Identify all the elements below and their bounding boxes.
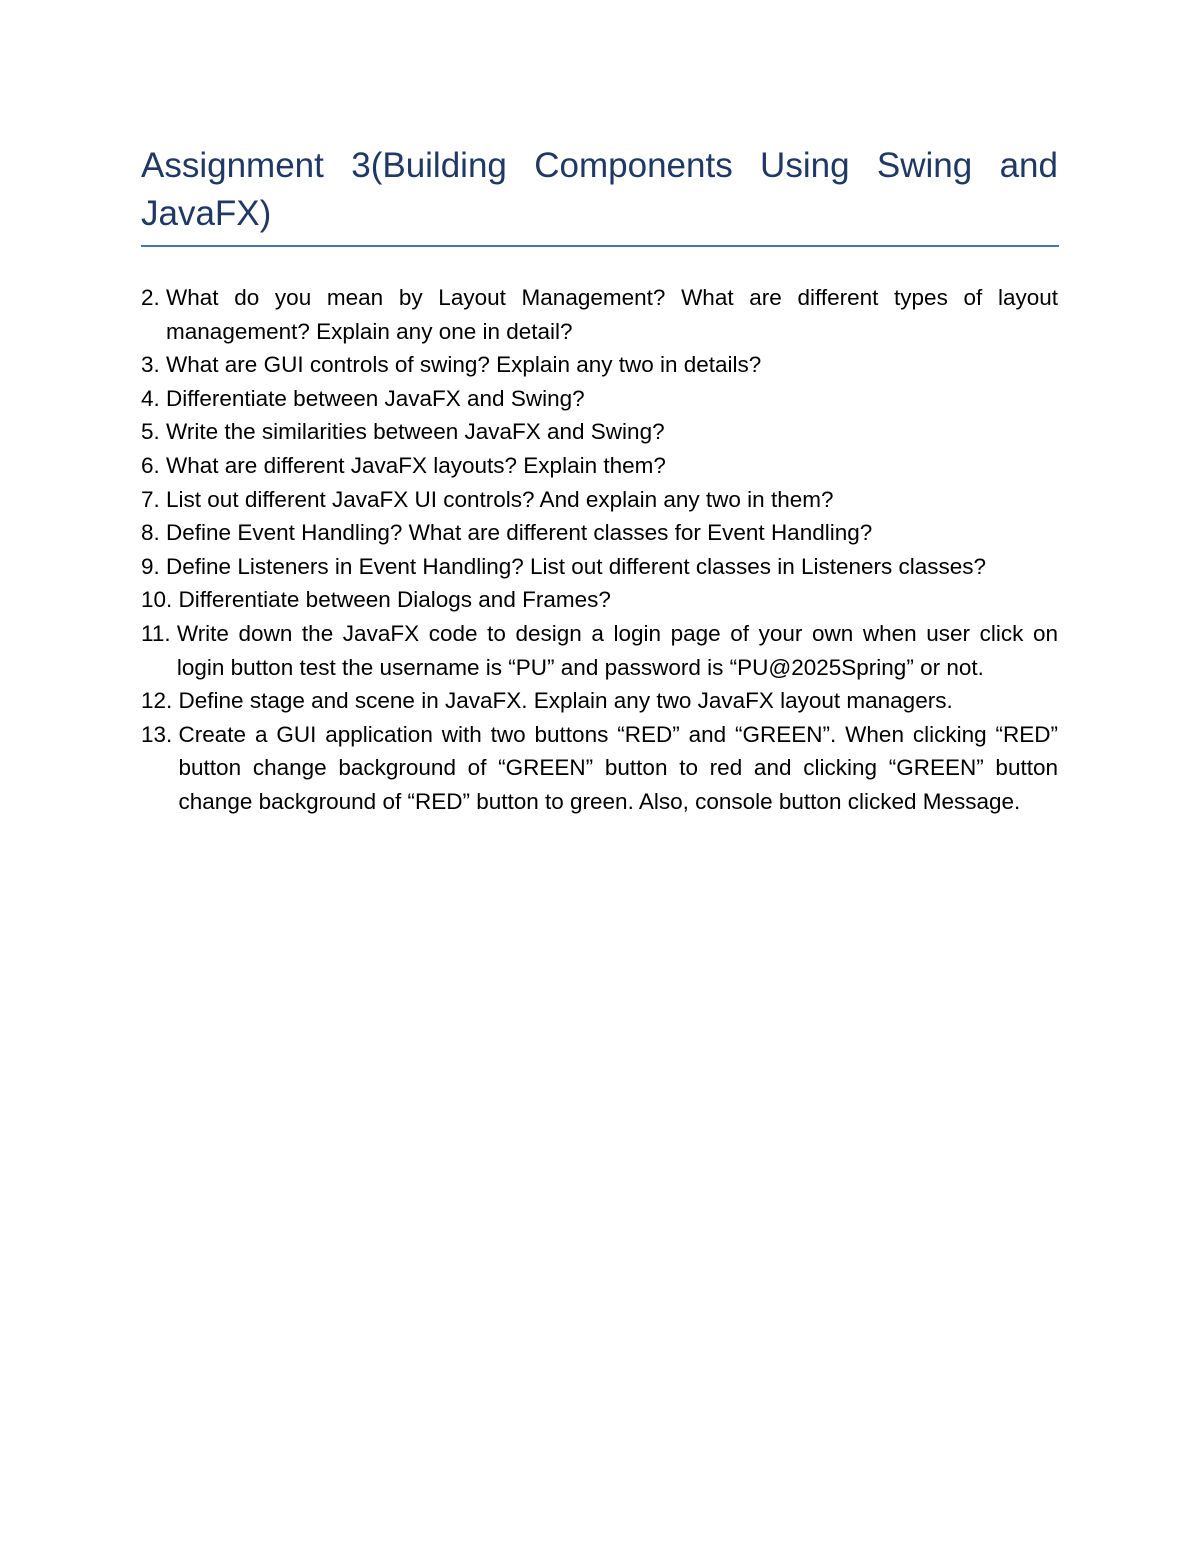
question-text: Create a GUI application with two buttons “RED” and “GREEN”. When clicking “RED” button change background of “GREEN” button to red and clicking “GREEN” button change background of “RED” button to green. Also, console button clicked Message. <box>178 721 1058 814</box>
question-item <box>141 583 1058 617</box>
question-item <box>141 415 1058 449</box>
question-text: Write the similarities between JavaFX and Swing? <box>166 419 665 445</box>
question-item <box>141 684 1058 718</box>
question-text: Define stage and scene in JavaFX. Explain any two JavaFX layout managers. <box>178 688 953 714</box>
question-item <box>141 550 1058 584</box>
question-item <box>141 483 1058 517</box>
question-item <box>141 348 1058 382</box>
question-number: 2. <box>141 285 167 310</box>
question-number: 11. <box>141 620 177 646</box>
question-number: 4. <box>141 385 167 411</box>
question-number: 5. <box>141 419 167 445</box>
question-number: 8. <box>141 520 167 546</box>
document-content <box>141 142 1058 819</box>
question-list <box>141 281 1058 819</box>
question-number: 6. <box>141 452 167 478</box>
question-text: Define Event Handling? What are different classes for Event Handling? <box>166 520 873 546</box>
question-item <box>141 516 1058 550</box>
question-number: 12. <box>141 688 179 714</box>
question-text: What are GUI controls of swing? Explain any two in details? <box>166 352 762 378</box>
question-item <box>141 281 1058 348</box>
question-text: What are different JavaFX layouts? Explain them? <box>166 452 666 478</box>
question-number: 9. <box>141 553 167 579</box>
question-text: What do you mean by Layout Management? What are different types of layout management? Explain any one in detail? <box>166 285 1058 344</box>
question-item <box>141 617 1058 684</box>
title-underline <box>141 245 1059 247</box>
question-item <box>141 382 1058 416</box>
question-text: Differentiate between JavaFX and Swing? <box>166 385 585 411</box>
question-number: 10. <box>141 587 179 613</box>
question-text: Differentiate between Dialogs and Frames? <box>178 587 611 613</box>
question-item <box>141 449 1058 483</box>
question-text: Write down the JavaFX code to design a login page of your own when user click on login button test the username is “PU” and password is “PU@2025Spring” or not. <box>176 620 1058 680</box>
question-item <box>141 718 1058 819</box>
question-number: 13. <box>141 721 179 747</box>
document-title: Assignment 3(Building Components Using Swing and JavaFX) <box>141 146 1058 233</box>
question-number: 3. <box>141 352 167 378</box>
question-text: Define Listeners in Event Handling? List out different classes in Listeners classes? <box>166 553 987 579</box>
question-text: List out different JavaFX UI controls? And explain any two in them? <box>166 486 834 512</box>
question-number: 7. <box>141 486 167 512</box>
